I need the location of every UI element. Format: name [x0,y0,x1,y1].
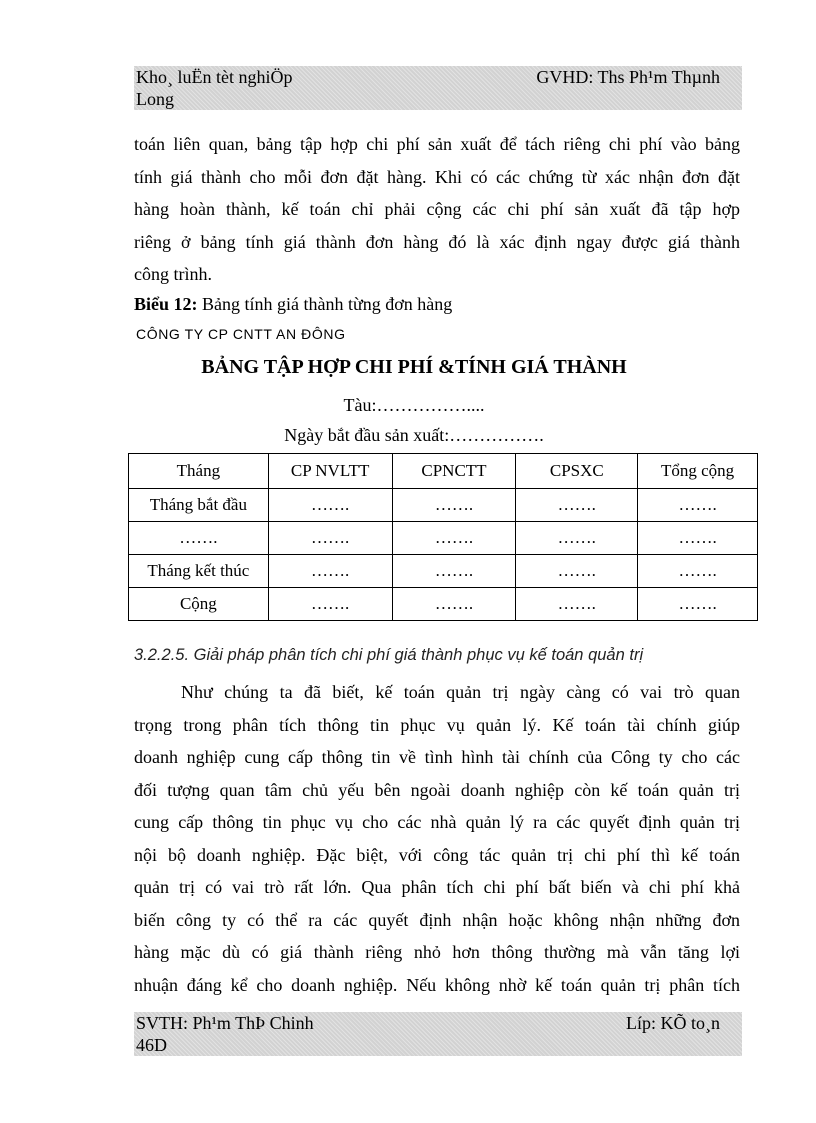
company-name: CÔNG TY CP CNTT AN ĐÔNG [136,326,346,342]
paragraph-management-accounting [134,676,740,1001]
text-line: doanh nghiệp cung cấp thông tin về tình hình tài chính của Công ty cho các [134,747,740,767]
table-cell: ……. [268,555,392,588]
table-cell: ……. [392,588,516,621]
table-row [129,489,758,522]
text-line: hàng hoàn thành, kế toán chỉ phải cộng các chi phí sản xuất đã tập hợp [134,199,740,219]
text-line: hàng mặc dù có giá thành riêng nhỏ hơn thông thường mà vẫn tăng lợi [134,942,740,962]
column-header-materials: CP NVLTT [268,454,392,489]
table-cell: ……. [392,522,516,555]
text-line: riêng ở bảng tính giá thành đơn hàng đó là xác định ngay được giá thành [134,231,740,252]
text-line: quản trị có vai trò rất lớn. Qua phân tích chi phí bất biến và chi phí khả [134,877,740,897]
footer-class-code: 46D [136,1035,167,1055]
table-header-row [129,454,758,489]
text-line: nhuận đáng kể cho doanh nghiệp. Nếu không nhờ kế toán quản trị phân tích [134,974,740,995]
table-cell: ……. [516,522,638,555]
table-cell: ……. [638,588,758,621]
table-cell: ……. [638,555,758,588]
header-supervisor-surname: Long [136,89,174,109]
table-cell: Cộng [129,588,269,621]
text-line: toán liên quan, bảng tập hợp chi phí sản xuất để tách riêng chi phí vào bảng [134,134,740,154]
column-header-labor: CPNCTT [392,454,516,489]
text-line: công trình. [134,264,212,284]
table-cell: ……. [268,489,392,522]
page-header [134,66,742,110]
column-header-month: Tháng [129,454,269,489]
caption-label: Biểu 12: [134,294,198,314]
header-supervisor: GVHD: Ths Ph¹m Thµnh [536,67,720,87]
table-cell: ……. [268,522,392,555]
caption-text: Bảng tính giá thành từng đơn hàng [197,294,453,314]
start-date-line: Ngày bắt đầu sản xuất:……………. [284,425,544,445]
table-cell: ……. [516,555,638,588]
table-cell: ……. [638,489,758,522]
text-line: nội bộ doanh nghiệp. Đặc biệt, với công tác quản trị chi phí thì kế toán [134,844,740,865]
table-cell: ……. [638,522,758,555]
ship-line: Tàu:…………….... [343,395,485,415]
figure-caption [134,292,740,316]
table-cell: Tháng kết thúc [129,555,269,588]
table-cell: ……. [392,489,516,522]
column-header-total: Tổng cộng [638,454,758,489]
table-cell: ……. [516,489,638,522]
table-cell: ……. [268,588,392,621]
table-cell: ……. [392,555,516,588]
text-line: tính giá thành cho mỗi đơn đặt hàng. Khi có các chứng từ xác nhận đơn đặt [134,166,740,187]
text-line: đối tượng quan tâm chủ yếu bên ngoài doanh nghiệp còn kế toán quản trị [134,779,740,800]
text-line: Như chúng ta đã biết, kế toán quản trị ngày càng có vai trò quan [181,682,740,702]
table-title: BẢNG TẬP HỢP CHI PHÍ &TÍNH GIÁ THÀNH [201,356,627,378]
cost-table [128,453,758,621]
table-row [129,522,758,555]
table-cell: Tháng bắt đầu [129,489,269,522]
table-row [129,555,758,588]
column-header-overhead: CPSXC [516,454,638,489]
header-thesis-title: Kho¸ luËn tèt nghiÖp [136,67,293,87]
table-cell: ……. [129,522,269,555]
section-heading: 3.2.2.5. Giải pháp phân tích chi phí giá thành phục vụ kế toán quản trị [134,646,644,664]
page-footer [134,1012,742,1056]
text-line: cung cấp thông tin phục vụ cho các nhà quản lý ra các quyết định quản trị [134,812,740,832]
table-cell: ……. [516,588,638,621]
table-total-row [129,588,758,621]
text-line: trọng trong phân tích thông tin phục vụ quản lý. Kế toán tài chính giúp [134,714,740,735]
paragraph-cost-allocation [134,128,740,291]
footer-student-name: SVTH: Ph¹m ThÞ Chinh [136,1013,314,1033]
text-line: biến công ty có thể ra các quyết định nhận hoặc không nhận những đơn [134,909,740,930]
footer-class: Líp: KÕ to¸n [626,1013,720,1033]
